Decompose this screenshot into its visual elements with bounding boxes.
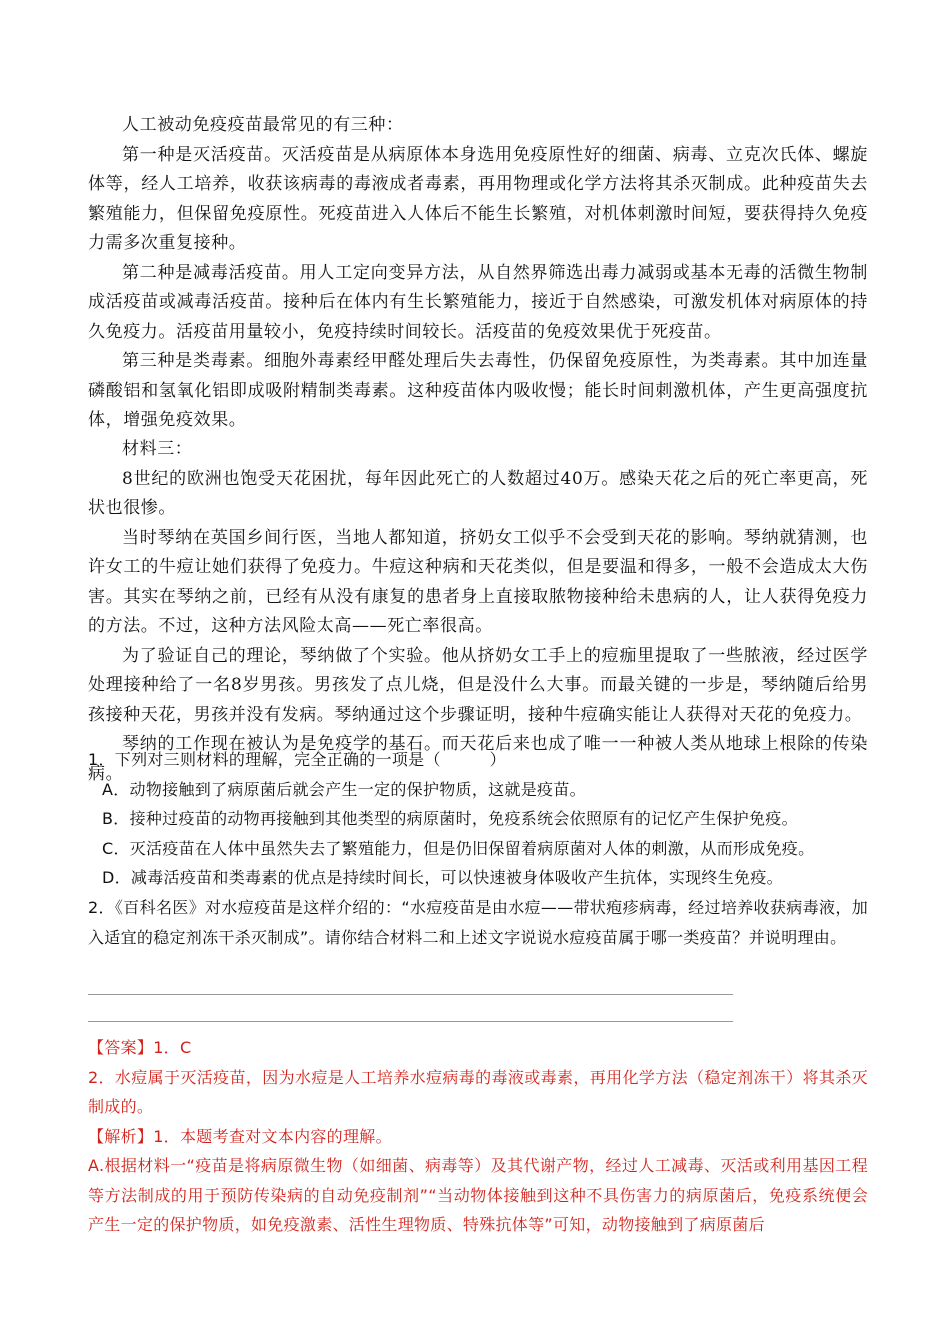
question-two [88, 893, 868, 952]
answer-section [88, 1033, 868, 1240]
option-c: C．灭活疫苗在人体中虽然失去了繁殖能力，但是仍旧保留着病原菌对人体的刺激，从而形成免疫。 [102, 838, 815, 858]
question-one-stem: 1．下列对三则材料的理解，完全正确的一项是（ ） [88, 750, 506, 769]
answer-line-1 [88, 994, 733, 995]
question-two-stem: 2．《百科名医》对水痘疫苗是这样介绍的：“水痘疫苗是由水痘——带状疱疹病毒，经过培养收获病毒液，加入适宜的稳定剂冻干杀灭制成”。请你结合材料二和上述文字说说水痘疫苗属于哪一类疫苗？并说明理由。 [88, 898, 868, 947]
option-d: D．减毒活疫苗和类毒素的优点是持续时间长，可以快速被身体吸收产生抗体，实现终生免疫。 [102, 868, 783, 887]
analysis-option-a: A.根据材料一“疫苗是将病原微生物（如细菌、病毒等）及其代谢产物，经过人工减毒、灭活或利用基因工程等方法制成的用于预防传染病的自动免疫制剂”“当动物体接触到这种不具伤害力的病原菌后，免疫系统便会产生一定的保护物质，如免疫激素、活性生理物质、特殊抗体等”可知，动物接触到了病原菌后 [88, 1156, 868, 1234]
question-one [88, 745, 868, 893]
material-three-heading: 材料三： [122, 439, 193, 459]
vaccine-type-three-paragraph: 第三种是类毒素。细胞外毒素经甲醛处理后失去毒性，仍保留免疫原性，为类毒素。其中加连量磷酸铝和氢氧化铝即成吸附精制类毒素。这种疫苗体内吸收慢；能长时间刺激机体，产生更高强度抗体，增强免疫效果。 [88, 351, 868, 430]
option-a: A．动物接触到了病原菌后就会产生一定的保护物质，这就是疫苗。 [102, 779, 586, 799]
answer-two: 2．水痘属于灭活疫苗，因为水痘是人工培养水痘病毒的毒液或毒素，再用化学方法（稳定剂冻干）将其杀灭制成的。 [88, 1067, 868, 1116]
option-b: B．接种过疫苗的动物再接触到其他类型的病原菌时，免疫系统会依照原有的记忆产生保护免疫。 [102, 809, 798, 828]
answer-one: 【答案】1．C [88, 1038, 192, 1057]
jenner-hypothesis-paragraph: 当时琴纳在英国乡间行医，当地人都知道，挤奶女工似乎不会受到天花的影响。琴纳就猜测，也许女工的牛痘让她们获得了免疫力。牛痘这种病和天花类似，但是要温和得多，一般不会造成太大伤害。其实在琴纳之前，已经有从没有康复的患者身上直接取脓物接种给未患病的人，让人获得免疫力的方法。不过，这种方法风险太高——死亡率很高。 [88, 527, 868, 636]
material-two-section [88, 111, 868, 436]
material-two-intro: 人工被动免疫疫苗最常见的有三种： [122, 115, 404, 135]
smallpox-history-paragraph: 8世纪的欧洲也饱受天花困扰，每年因此死亡的人数超过40万。感染天花之后的死亡率更高，死状也很惨。 [88, 468, 868, 518]
analysis-heading: 【解析】1．本题考查对文本内容的理解。 [88, 1126, 392, 1146]
vaccine-type-two-paragraph: 第二种是减毒活疫苗。用人工定向变异方法，从自然界筛选出毒力减弱或基本无毒的活微生物制成活疫苗或减毒活疫苗。接种后在体内有生长繁殖能力，接近于自然感染，可激发机体对病原体的持久免疫力。活疫苗用量较小，免疫持续时间较长。活疫苗的免疫效果优于死疫苗。 [88, 262, 868, 342]
jenner-experiment-paragraph: 为了验证自己的理论，琴纳做了个实验。他从挤奶女工手上的痘痂里提取了一些脓液，经过医学处理接种给了一名8岁男孩。男孩发了点儿烧，但是没什么大事。而最关键的一步是，琴纳随后给男孩接种天花，男孩并没有发病。琴纳通过这个步骤证明，接种牛痘确实能让人获得对天花的免疫力。 [88, 645, 868, 725]
jenner-legacy-paragraph: 琴纳的工作现在被认为是免疫学的基石。而天花后来也成了唯一一种被人类从地球上根除的传染病。 [88, 734, 868, 784]
material-three-section [88, 435, 868, 789]
vaccine-type-one-paragraph: 第一种是灭活疫苗。灭活疫苗是从病原体本身选用免疫原性好的细菌、病毒、立克次氏体、螺旋体等，经人工培养，收获该病毒的毒液成者毒素，再用物理或化学方法将其杀灭制成。此种疫苗失去繁殖能力，但保留免疫原性。死疫苗进入人体后不能生长繁殖，对机体刺激时间短，要获得持久免疫力需多次重复接种。 [88, 144, 868, 253]
answer-line-2 [88, 1021, 733, 1022]
